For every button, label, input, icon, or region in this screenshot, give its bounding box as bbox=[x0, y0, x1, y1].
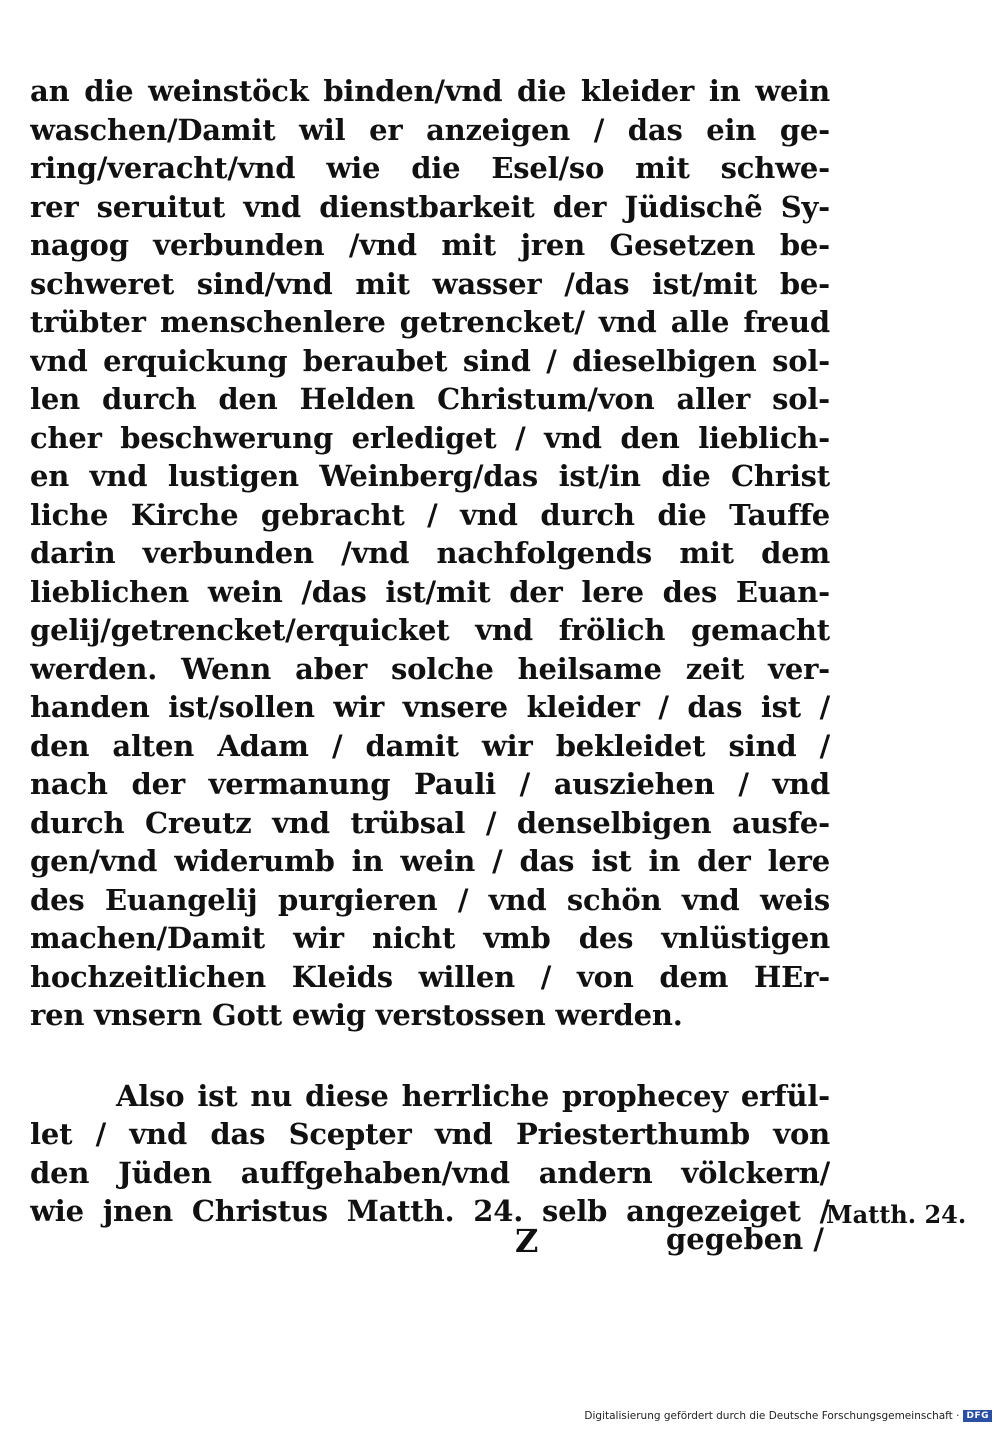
text-line: darin verbunden /vnd nachfolgends mit dem bbox=[30, 536, 830, 570]
text-block bbox=[30, 72, 830, 1231]
text-line: vnd erquickung beraubet sind / dieselbigen sol- bbox=[30, 343, 830, 378]
text-line: let / vnd das Scepter vnd Priesterthumb von bbox=[30, 1117, 830, 1151]
text-line: cher beschwerung erlediget / vnd den lieblich- bbox=[30, 420, 830, 455]
text-line: den alten Adam / damit wir bekleidet sind / bbox=[30, 728, 830, 763]
text-line: ren vnsern Gott ewig verstossen werden. bbox=[30, 998, 683, 1032]
text-line: len durch den Helden Christum/von aller sol- bbox=[30, 382, 830, 416]
text-line: rer seruitut vnd dienstbarkeit der Jüdischẽ Sy- bbox=[30, 189, 830, 224]
text-line: durch Creutz vnd trübsal / denselbigen ausfe- bbox=[30, 805, 830, 840]
paragraph-gap bbox=[30, 1035, 830, 1077]
text-line: schweret sind/vnd mit wasser /das ist/mit be- bbox=[30, 266, 830, 301]
text-line: wie jnen Christus Matth. 24. selb angezeiget / bbox=[30, 1194, 830, 1228]
text-line: machen/Damit wir nicht vmb des vnlüstigen bbox=[30, 921, 830, 955]
text-line: en vnd lustigen Weinberg/das ist/in die Christ bbox=[30, 459, 830, 493]
text-line: an die weinstöck binden/vnd die kleider in wein bbox=[30, 74, 830, 108]
text-line: hochzeitlichen Kleids willen / von dem HEr- bbox=[30, 959, 830, 994]
text-line: handen ist/sollen wir vnsere kleider / das ist / bbox=[30, 690, 830, 724]
text-line: trübter menschenlere getrencket/ vnd alle freud bbox=[30, 305, 830, 339]
text-line: lieblichen wein /das ist/mit der lere des Euan- bbox=[30, 574, 830, 609]
signature-mark: Z bbox=[515, 1222, 539, 1260]
text-line: liche Kirche gebracht / vnd durch die Tauffe bbox=[30, 497, 830, 532]
text-line: werden. Wenn aber solche heilsame zeit ver- bbox=[30, 651, 830, 686]
margin-note: Matth. 24. bbox=[826, 1200, 967, 1229]
footer-text: Digitalisierung gefördert durch die Deutsche Forschungsgemeinschaft · bbox=[584, 1410, 960, 1422]
catchword: gegeben / bbox=[666, 1222, 824, 1256]
text-line: nagog verbunden /vnd mit jren Gesetzen be- bbox=[30, 228, 830, 262]
text-line: gelij/getrencket/erquicket vnd frölich gemacht bbox=[30, 613, 830, 647]
text-line: waschen/Damit wil er anzeigen / das ein ge- bbox=[30, 112, 830, 147]
dfg-logo: DFG bbox=[963, 1410, 992, 1422]
text-line: Also ist nu diese herrliche prophecey erfül- bbox=[116, 1078, 830, 1113]
text-line: des Euangelij purgieren / vnd schön vnd weis bbox=[30, 882, 830, 917]
digitization-footer bbox=[584, 1410, 992, 1422]
text-line: gen/vnd widerumb in wein / das ist in der lere bbox=[30, 844, 830, 878]
text-line: nach der vermanung Pauli / ausziehen / vnd bbox=[30, 767, 830, 801]
text-line: den Jüden auffgehaben/vnd andern völckern/ bbox=[30, 1155, 830, 1190]
text-line: ring/veracht/vnd wie die Esel/so mit schwe- bbox=[30, 151, 830, 185]
